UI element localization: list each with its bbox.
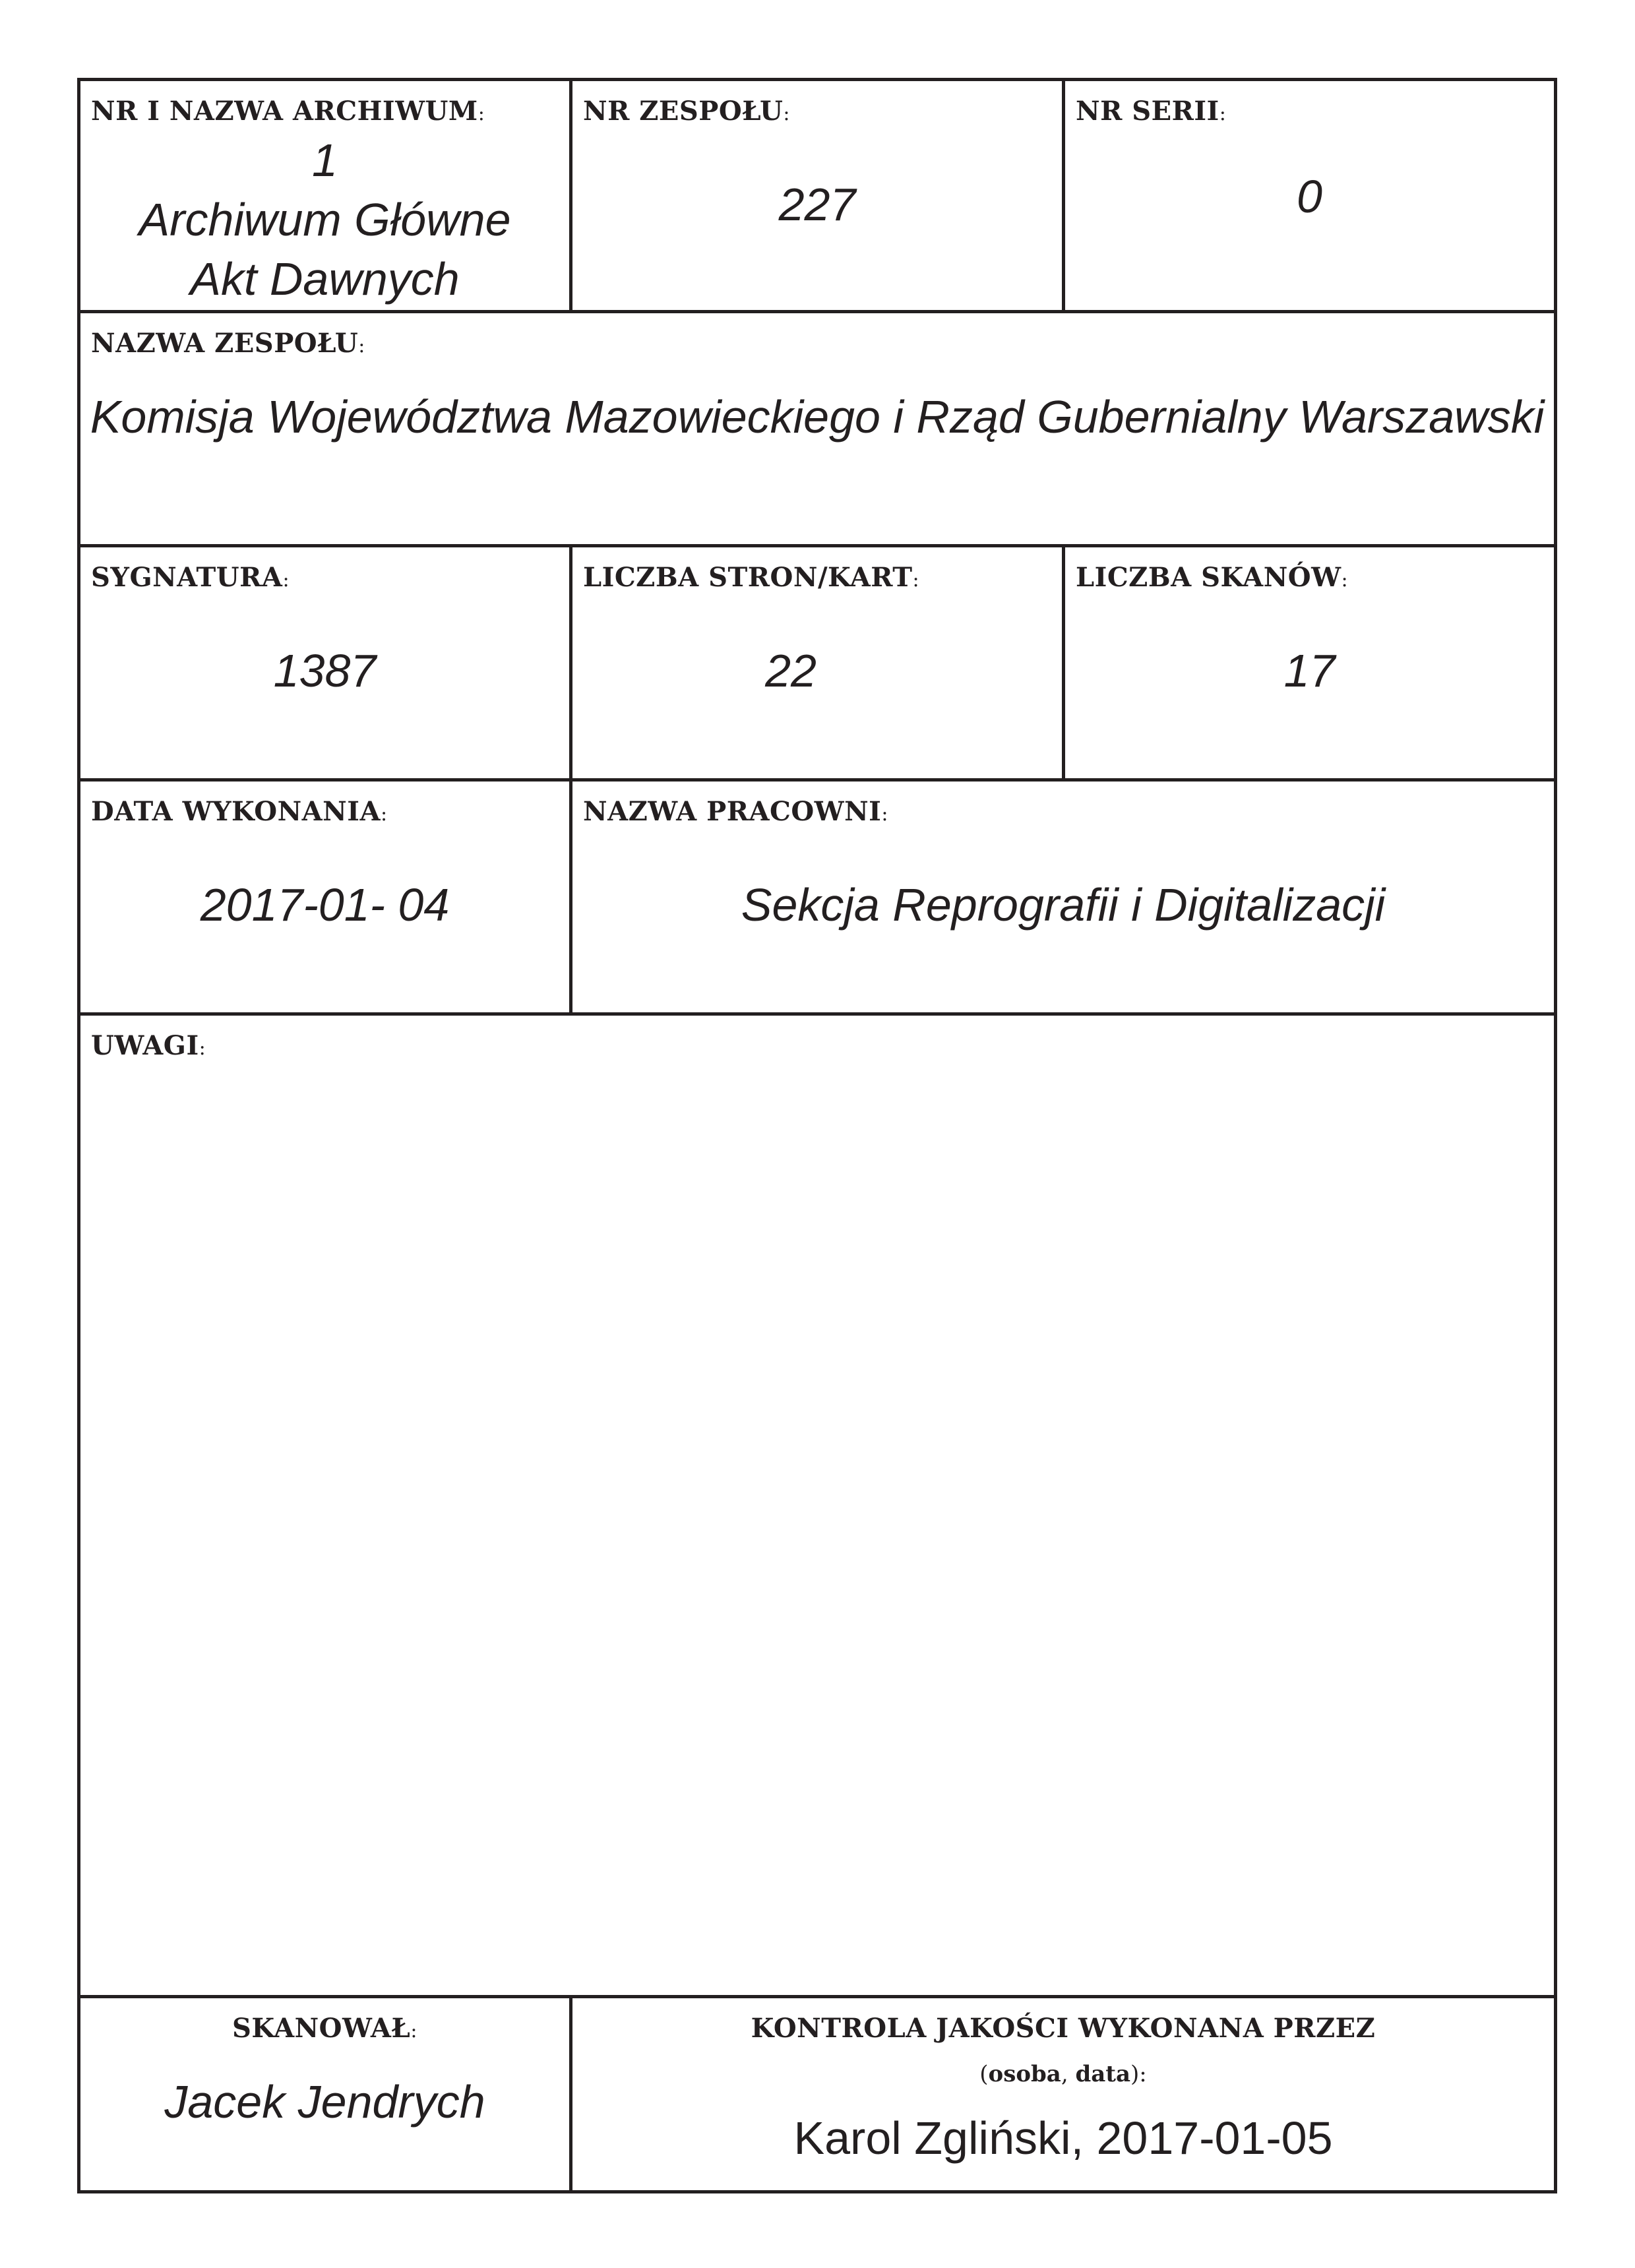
execution-date-cell	[80, 782, 569, 1012]
workshop-label: NAZWA PRACOWNI:	[583, 796, 888, 827]
notes-label: UWAGI:	[91, 1030, 206, 1061]
fonds-name-value: Komisja Województwa Mazowieckiego i Rząd Gubernialny Warszawski	[90, 391, 1545, 443]
quality-control-cell	[572, 1998, 1554, 2190]
archive-cell	[80, 81, 569, 310]
archive-number: 1	[312, 135, 338, 186]
notes-cell	[80, 1016, 1554, 1995]
fonds-name-cell	[80, 313, 1554, 544]
fonds-number-cell	[572, 81, 1062, 310]
signature-label: SYGNATURA:	[91, 562, 290, 593]
archive-label: NR I NAZWA ARCHIWUM:	[91, 96, 485, 127]
series-number-label: NR SERII:	[1076, 96, 1227, 127]
scanned-by-cell	[80, 1998, 569, 2190]
signature-value: 1387	[273, 645, 377, 696]
series-number-cell	[1065, 81, 1554, 310]
page-count-cell	[572, 547, 1062, 778]
workshop-value: Sekcja Reprografii i Digitalizacji	[741, 879, 1386, 931]
scan-count-cell	[1065, 547, 1554, 778]
quality-control-sublabel: (osoba, data):	[979, 2061, 1147, 2087]
page-count-value: 22	[765, 645, 817, 696]
fonds-number-value: 227	[778, 179, 856, 230]
scan-count-label: LICZBA SKANÓW:	[1076, 562, 1349, 593]
fonds-number-label: NR ZESPOŁU:	[583, 96, 790, 127]
quality-control-label: KONTROLA JAKOŚCI WYKONANA PRZEZ	[751, 2013, 1376, 2044]
execution-date-label: DATA WYKONANIA:	[91, 796, 388, 827]
execution-date-value: 2017-01- 04	[200, 879, 450, 931]
scanned-by-label: SKANOWAŁ:	[232, 2013, 417, 2044]
archive-name-line1: Archiwum Główne	[139, 194, 511, 245]
quality-control-value: Karol Zgliński, 2017-01-05	[793, 2112, 1333, 2164]
scanned-by-value: Jacek Jendrych	[164, 2076, 485, 2128]
scan-count-value: 17	[1283, 645, 1336, 696]
series-number-value: 0	[1297, 171, 1322, 222]
page-count-label: LICZBA STRON/KART:	[583, 562, 920, 593]
fonds-name-label: NAZWA ZESPOŁU:	[91, 328, 365, 359]
archive-name-line2: Akt Dawnych	[190, 253, 460, 305]
signature-cell	[80, 547, 569, 778]
workshop-cell	[572, 782, 1554, 1012]
